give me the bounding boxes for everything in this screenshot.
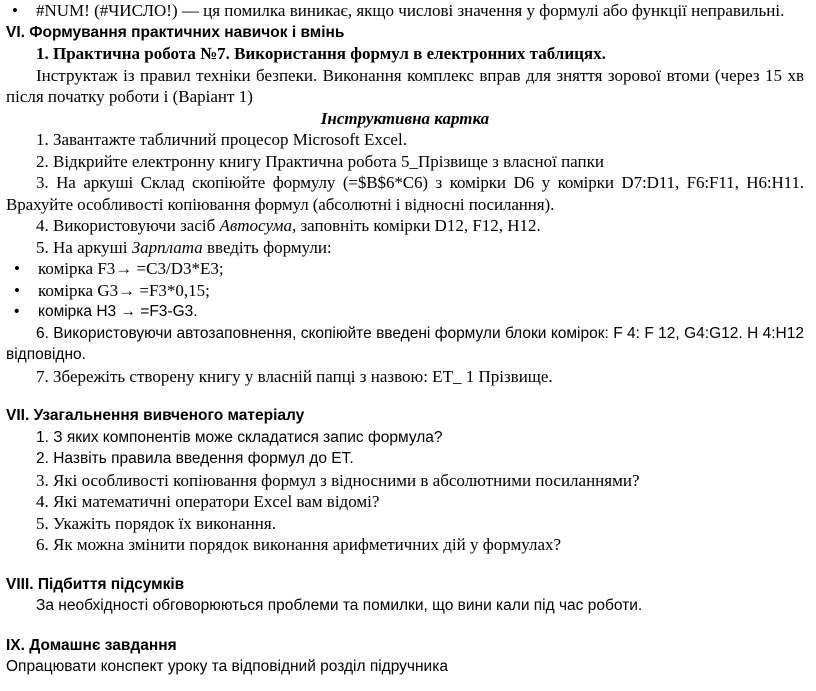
section-8-heading: VIII. Підбиття підсумків bbox=[6, 575, 185, 593]
step-5 bbox=[6, 237, 804, 259]
step-7: 7. Збережіть створену книгу у власній папці з назвою: ЕТ_ 1 Прізвище. bbox=[36, 366, 553, 386]
step-2: 2. Відкрийте електронну книгу Практична робота 5_Прізвище з власної папки bbox=[36, 151, 604, 171]
formula-text-3: комірка Н3 → =F3-G3. bbox=[38, 303, 198, 320]
step-4 bbox=[6, 215, 804, 237]
bullet-glyph: • bbox=[14, 259, 20, 278]
num-error-text: #NUM! (#ЧИСЛО!) — ця помилка виникає, якщо числові значення у формулі або функції неправильні. bbox=[36, 1, 785, 20]
step-4-text-b: заповніть комірки D12, F12, H12. bbox=[296, 216, 541, 235]
spacer bbox=[6, 617, 804, 635]
formula-item-3 bbox=[6, 301, 804, 323]
question-6: 6. Як можна змінити порядок виконання арифметичних дій у формулах? bbox=[36, 535, 562, 554]
step-1: 1. Завантажте табличний процесор Microsoft Excel. bbox=[36, 130, 407, 149]
step-3-text: 3. На аркуші Склад скопіюйте формулу (=$B$6*C6) з комірки D6 у комірки D7:D11, F6:F11, H6:H11. Врахуйте особливості копіювання формул (абсолютні і відносні посилання). bbox=[6, 173, 804, 214]
step-4-autosum: Автосума, bbox=[219, 216, 297, 235]
practical-work-title: 1. Практична робота №7. Використання формул в електронних таблицях. bbox=[36, 44, 606, 63]
bullet-glyph: • bbox=[14, 303, 20, 320]
step-5-text-a: 5. На аркуші bbox=[36, 237, 132, 257]
formula-text-1: комірка F3→ =C3/D3*E3; bbox=[38, 259, 224, 278]
step-6-text: 6. Використовуючи автозаповнення, скопіюйте введені формули блоки комірок: F 4: F 12, G4:G12. H 4:H12 відповідно. bbox=[6, 324, 804, 363]
question-3: 3. Які особливості копіювання формул з відносними в абсолютними посиланнями? bbox=[36, 470, 640, 490]
question-2: 2. Назвіть правила введення формул до ЕТ. bbox=[36, 450, 354, 467]
formula-text-2: комірка G3→ =F3*0,15; bbox=[38, 280, 210, 300]
bullet-glyph: • bbox=[14, 280, 20, 300]
step-5-text-b: введіть формули: bbox=[202, 237, 332, 257]
num-error-paragraph bbox=[6, 0, 804, 22]
formula-item-1 bbox=[6, 258, 804, 280]
summary-text: За необхідності обговорюються проблеми та помилки, що вини кали під час роботи. bbox=[36, 597, 643, 614]
step-6 bbox=[6, 323, 804, 366]
step-3 bbox=[6, 172, 804, 215]
question-4: 4. Які математичні оператори Excel вам відомі? bbox=[36, 492, 380, 511]
step-5-sheet-name: Зарплата bbox=[131, 237, 203, 257]
section-6-heading: VI. Формування практичних навичок і вмінь bbox=[6, 23, 345, 41]
safety-text: Інструктаж із правил техніки безпеки. Виконання комплекс вправ для зняття зорової втоми (через 15 хв після початку роботи і (Варіант 1) bbox=[6, 65, 804, 106]
question-1: 1. З яких компонентів може складатися запис формула? bbox=[36, 428, 443, 446]
formula-item-2 bbox=[6, 280, 804, 302]
step-4-text-a: 4. Використовуючи засіб bbox=[36, 216, 220, 235]
section-9-heading: ІХ. Домашнє завдання bbox=[6, 636, 177, 654]
question-5: 5. Укажіть порядок їх виконання. bbox=[36, 513, 276, 533]
spacer bbox=[6, 556, 804, 574]
section-7-heading: VII. Узагальнення вивченого матеріалу bbox=[6, 407, 305, 424]
bullet-glyph: • bbox=[12, 1, 18, 20]
instruction-card-title: Інструктивна картка bbox=[320, 108, 490, 128]
homework-text: Опрацювати конспект уроку та відповідний розділ підручника bbox=[6, 658, 448, 675]
safety-paragraph bbox=[6, 65, 804, 108]
spacer bbox=[6, 387, 804, 405]
